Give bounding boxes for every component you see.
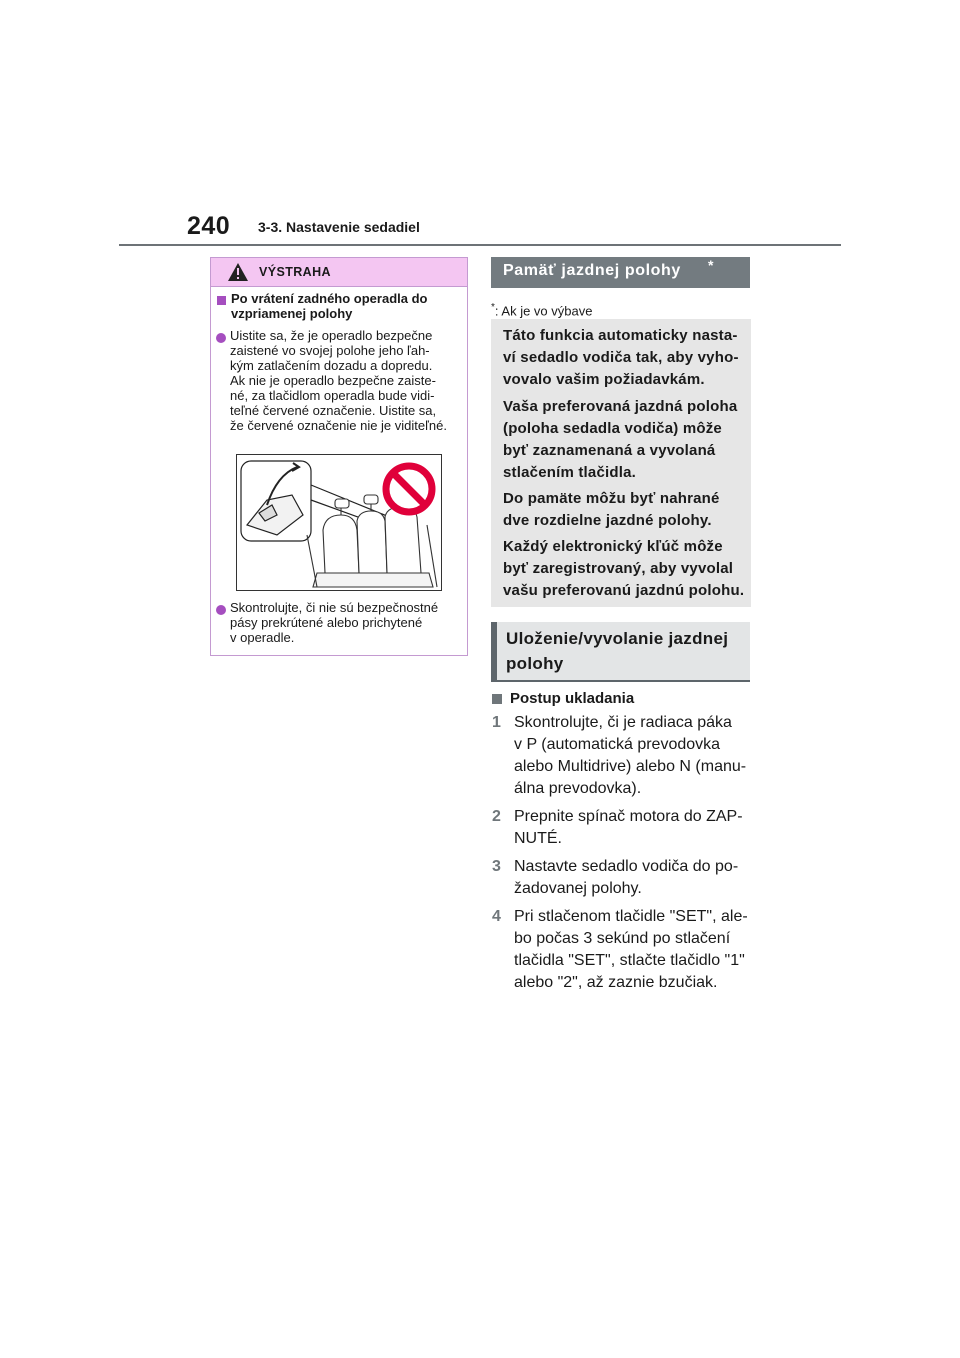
info-line: dve rozdielne jazdné polohy. (503, 512, 712, 529)
step-text-line: alebo Multidrive) alebo N (manu- (514, 758, 747, 775)
warning-triangle-icon (227, 262, 249, 282)
warning-heading-line: Po vrátení zadného operadla do (231, 291, 428, 306)
step-number: 2 (492, 808, 501, 825)
warning-text-line: v operadle. (230, 630, 295, 645)
footnote-mark: * (491, 302, 495, 313)
rear-seat-illustration (236, 454, 442, 591)
page-number: 240 (187, 212, 231, 240)
step-text-line: alebo "2", až zaznie bzučiak. (514, 974, 718, 991)
memory-title: Pamäť jazdnej polohy (503, 262, 681, 279)
info-line: byť zaznamenaná a vyvolaná (503, 442, 716, 459)
availability-star: * (708, 257, 714, 273)
warning-text-line: teľné červené označenie. Uistite sa, (230, 403, 437, 418)
procedure-title: Postup ukladania (510, 690, 635, 707)
step-text-line: tlačidla "SET", stlačte tlačidlo "1" (514, 952, 745, 969)
warning-text-line: né, za tlačidlom operadla bude vidi- (230, 388, 435, 403)
bullet-dot (216, 333, 226, 343)
info-line: Táto funkcia automaticky nasta- (503, 327, 738, 344)
warning-text-line: Ak nie je operadlo bezpečne zaiste- (230, 373, 436, 388)
warning-header (211, 258, 467, 287)
step-text-line: v P (automatická prevodovka (514, 736, 721, 753)
info-line: stlačením tlačidla. (503, 464, 637, 481)
warning-text-line: že červené označenie nie je viditeľné. (230, 418, 447, 433)
step-text-line: NUTÉ. (514, 830, 562, 847)
info-line: Do pamäte môžu byť nahrané (503, 490, 720, 507)
seat-drawing (237, 455, 441, 590)
heading-square-bullet (217, 296, 226, 305)
info-box (491, 319, 751, 607)
warning-text-line: Uistite sa, že je operadlo bezpečne (230, 328, 433, 343)
warning-text-line: pásy prekrútené alebo prichytené (230, 615, 423, 630)
step-text-line: Pri stlačenom tlačidle "SET", ale- (514, 908, 748, 925)
step-number: 3 (492, 858, 501, 875)
step-text-line: Prepnite spínač motora do ZAP- (514, 808, 743, 825)
procedure-square-bullet (492, 694, 502, 704)
warning-text-line: kým zatlačením dozadu a dopredu. (230, 358, 433, 373)
subsection-title-line: Uloženie/vyvolanie jazdnej (506, 629, 729, 648)
info-line: Vaša preferovaná jazdná poloha (503, 398, 738, 415)
section-title: 3-3. Nastavenie sedadiel (258, 219, 420, 235)
footnote-text: : Ak je vo výbave (494, 303, 593, 319)
step-text-line: álna prevodovka). (514, 780, 642, 797)
prohibition-icon (386, 466, 432, 512)
footnote (491, 302, 592, 318)
bullet-dot (216, 605, 226, 615)
header-rule (119, 244, 841, 246)
info-line: ví sedadlo vodiča tak, aby vyho- (503, 349, 739, 366)
step-text-line: bo počas 3 sekúnd po stlačení (514, 930, 731, 947)
warning-heading-line: vzpriamenej polohy (231, 306, 353, 321)
info-line: (poloha sedadla vodiča) môže (503, 420, 722, 437)
info-line: vovalo vašim požiadavkám. (503, 371, 705, 388)
warning-title: VÝSTRAHA (259, 265, 331, 279)
step-text-line: Nastavte sedadlo vodiča do po- (514, 858, 739, 875)
warning-text-line: zaistené vo svojej polohe jeho ľah- (230, 343, 430, 358)
info-line: Každý elektronický kľúč môže (503, 538, 723, 555)
step-number: 4 (492, 908, 501, 925)
subsection-title-line: polohy (506, 654, 564, 673)
info-line: vašu preferovanú jazdnú polohu. (503, 582, 745, 599)
info-line: byť zaregistrovaný, aby vyvolal (503, 560, 734, 577)
section-header-memory (491, 257, 750, 288)
subsection-header (491, 622, 750, 682)
warning-text-line: Skontrolujte, či nie sú bezpečnostné (230, 600, 439, 615)
step-text-line: Skontrolujte, či je radiaca páka (514, 714, 732, 731)
step-text-line: žadovanej polohy. (514, 880, 642, 897)
step-number: 1 (492, 714, 501, 731)
